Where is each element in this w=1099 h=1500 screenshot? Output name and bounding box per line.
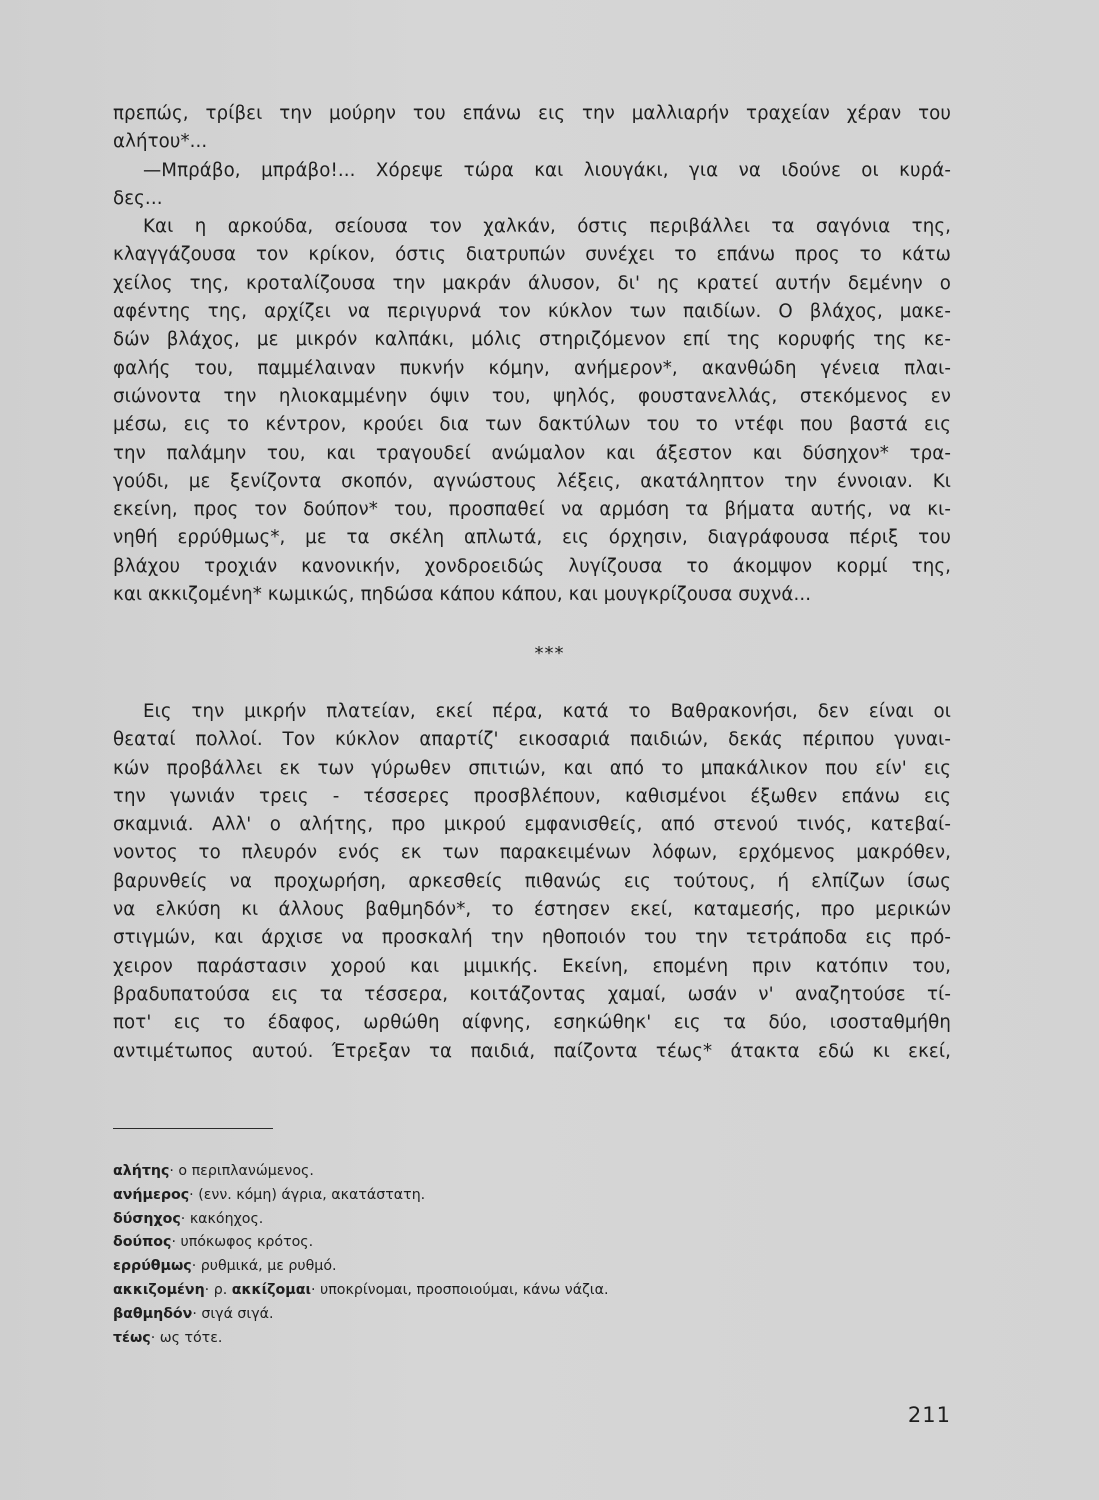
glossary-term: δύσηχος [113,1210,181,1227]
text-line: να ελκύση κι άλλους βαθμηδόν*, το έστησεν εκεί, καταμεσής, προ μερικών [113,899,951,921]
glossary-definition: ρ. [209,1281,232,1298]
glossary-separator: · [171,1234,176,1251]
text-line: σιώνοντα την ηλιοκαμμένην όψιν του, ψηλός, φουστανελλάς, στεκόμενος εν [113,385,951,407]
text-line: και ακκιζομένη* κωμικώς, πηδώσα κάπου κάπου, και μουγκρίζουσα συχνά... [113,584,812,606]
text-line: θεαταί πολλοί. Τον κύκλον απαρτίζ' εικοσαριά παιδιών, δεκάς πέριπου γυναι- [113,729,951,751]
text-line: —Μπράβο, μπράβο!... Χόρεψε τώρα και λιουγάκι, για να ιδούνε οι κυρά- [143,159,951,181]
glossary-term: δούπος [113,1234,172,1251]
footnote-rule [113,1128,273,1129]
glossary-separator: · [169,1163,174,1179]
text-line: νοντος το πλευρόν ενός εκ των παρακειμένων λόφων, ερχόμενος μακρόθεν, [113,842,951,864]
glossary-definition: κακόηχος. [185,1210,264,1227]
glossary-term: ερρύθμως [113,1258,192,1275]
glossary-definition: σιγά σιγά. [196,1305,274,1322]
glossary-definition: (ενν. κόμη) άγρια, ακατάστατη. [193,1186,426,1203]
glossary-definition: ρυθμικά, με ρυθμό. [196,1258,337,1275]
text-line: την γωνιάν τρεις - τέσσερες προσβλέπουν, καθισμένοι έξωθεν επάνω εις [113,785,951,807]
text-line: κών προβάλλει εκ των γύρωθεν σπιτιών, και από το μπακάλικον που είν' εις [113,757,951,779]
glossary-separator: · [150,1329,156,1346]
glossary-entry [113,1231,813,1255]
glossary-entry [113,1327,813,1351]
text-line: Εις την μικρήν πλατείαν, εκεί πέρα, κατά το Βαθρακονήσι, δεν είναι οι [143,701,951,722]
glossary-entry [113,1208,813,1232]
glossary [113,1160,813,1350]
glossary-entry [113,1184,813,1208]
glossary-separator: · [180,1210,186,1227]
text-line: βλάχου τροχιάν κανονικήν, χονδροειδώς λυγίζουσα το άκομψον κορμί της, [113,555,951,577]
text-line: ποτ' εις το έδαφος, ωρθώθη αίφνης, εσηκώθηκ' εις τα δύο, ισοσταθμήθη [113,1012,951,1034]
text-line: αντιμέτωπος αυτού. Έτρεξαν τα παιδιά, παίζοντα τέως* άτακτα εδώ κι εκεί, [113,1040,951,1062]
page-number: 211 [907,1403,951,1427]
glossary-separator: · [191,1258,197,1275]
main-text-top [113,100,951,609]
glossary-term: ακκίζομαι [231,1281,312,1298]
text-line: σκαμνιά. Αλλ' ο αλήτης, προ μικρού εμφανισθείς, από στενού τινός, κατεβαί- [113,814,951,836]
text-line: χειρον παράστασιν χορού και μιμικής. Εκείνη, επομένη πριν κατόπιν του, [113,955,951,977]
text-line: εκείνη, προς τον δούπον* του, προσπαθεί να αρμόση τα βήματα αυτής, να κι- [113,499,951,521]
text-line: μέσω, εις το κέντρον, κρούει δια των δακτύλων του το ντέφι που βαστά εις [113,414,951,436]
text-line: Και η αρκούδα, σείουσα τον χαλκάν, όστις περιβάλλει τα σαγόνια της, [143,216,951,238]
glossary-entry [113,1303,813,1327]
glossary-definition: ως τότε. [155,1329,223,1346]
glossary-definition: ο περιπλανώμενος. [173,1163,314,1179]
text-line: κλαγγάζουσα τον κρίκον, όστις διατρυπών συνέχει το επάνω προς το κάτω [113,244,951,266]
glossary-separator: · [311,1281,316,1298]
text-line: φαλής του, παμμέλαιναν πυκνήν κόμην, ανήμερον*, ακανθώδη γένεια πλαι- [113,357,951,379]
glossary-term: τέως [113,1329,151,1346]
glossary-separator: · [204,1281,210,1298]
text-line: βαρυνθείς να προχωρήση, αρκεσθείς πιθανώς εις τούτους, ή ελπίζων ίσως [113,870,951,892]
glossary-entry [113,1279,813,1303]
main-text-bottom [113,698,951,1066]
text-line: στιγμών, και άρχισε να προσκαλή την ηθοποιόν του την τετράποδα εις πρό- [113,927,951,949]
text-line: γούδι, με ξενίζοντα σκοπόν, αγνώστους λέξεις, ακατάληπτον την έννοιαν. Κι [113,470,951,492]
text-line: νηθή ερρύθμως*, με τα σκέλη απλωτά, εις όρχησιν, διαγράφουσα πέριξ του [113,527,951,549]
glossary-separator: · [192,1305,197,1322]
text-line: βραδυπατούσα εις τα τέσσερα, κοιτάζοντας χαμαί, ωσάν ν' αναζητούσε τί- [113,983,951,1005]
glossary-term: ακκιζομένη [113,1281,205,1298]
text-line: πρεπώς, τρίβει την μούρην του επάνω εις την μαλλιαρήν τραχείαν χέραν του [113,103,951,124]
text-line: δών βλάχος, με μικρόν καλπάκι, μόλις στηριζόμενον επί της κορυφής της κε- [113,329,951,351]
glossary-definition: υποκρίνομαι, προσποιούμαι, κάνω νάζια. [315,1281,609,1298]
glossary-separator: · [189,1186,194,1203]
glossary-entry [113,1255,813,1279]
text-line: την παλάμην του, και τραγουδεί ανώμαλον και άξεστον και δύσηχον* τρα- [113,442,951,464]
text-line: αφέντης της, αρχίζει να περιγυρνά τον κύκλον των παιδίων. Ο βλάχος, μακε- [113,301,951,323]
glossary-entry [113,1160,813,1184]
text-line: δες... [113,187,163,209]
section-separator: *** [534,643,565,664]
text-line: χείλος της, κροταλίζουσα την μακράν άλυσον, δι' ης κρατεί αυτήν δεμένην ο [113,272,951,294]
glossary-term: βαθμηδόν [113,1305,193,1322]
text-line: αλήτου*... [113,131,208,153]
glossary-definition: υπόκωφος κρότος. [175,1234,314,1251]
glossary-term: αλήτης [113,1163,170,1179]
glossary-term: ανήμερος [113,1186,190,1203]
